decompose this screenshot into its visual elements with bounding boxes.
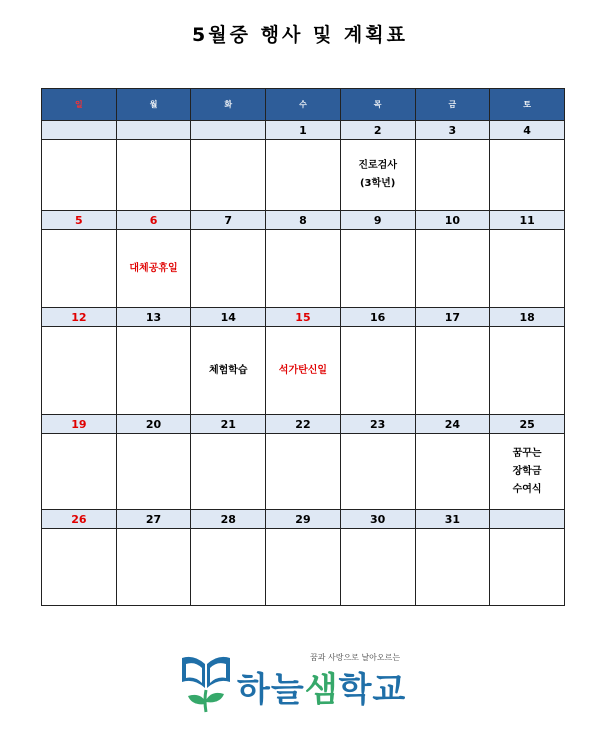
weekday-tue: 화: [191, 89, 266, 121]
day-event: [490, 327, 565, 415]
day-event-field-trip: 체험학습: [191, 327, 266, 415]
day-number: 24: [415, 415, 490, 434]
day-number: 25: [490, 415, 565, 434]
day-number: [116, 121, 191, 140]
day-number: 17: [415, 308, 490, 327]
day-event: [266, 434, 341, 510]
weekday-sat: 토: [490, 89, 565, 121]
week-3-number-row: [42, 308, 565, 327]
day-event: [191, 434, 266, 510]
day-event: [490, 529, 565, 606]
week-4-number-row: [42, 415, 565, 434]
day-number: 27: [116, 510, 191, 529]
weekday-mon: 월: [116, 89, 191, 121]
day-event: [116, 529, 191, 606]
weekday-sun: 일: [42, 89, 117, 121]
day-number: 5: [42, 211, 117, 230]
day-number: 3: [415, 121, 490, 140]
weekday-thu: 목: [340, 89, 415, 121]
weekday-fri: 금: [415, 89, 490, 121]
calendar-table: [41, 88, 565, 606]
week-4-event-row: [42, 434, 565, 510]
day-event-career-test: 진로검사 (3학년): [340, 140, 415, 211]
day-number: [191, 121, 266, 140]
day-event: [415, 230, 490, 308]
day-number: 29: [266, 510, 341, 529]
week-1-event-row: [42, 140, 565, 211]
day-event: [415, 140, 490, 211]
day-event-buddha-birthday: 석가탄신일: [266, 327, 341, 415]
day-event-scholarship-ceremony: 꿈꾸는 장학금 수여식: [490, 434, 565, 510]
weekday-wed: 수: [266, 89, 341, 121]
week-3-event-row: [42, 327, 565, 415]
logo-name-part1: 하늘: [237, 670, 305, 710]
logo-slogan: 꿈과 사랑으로 날아오르는: [310, 653, 401, 662]
logo-name-part3: 학교: [338, 670, 407, 710]
day-number: 11: [490, 211, 565, 230]
open-book-leaf-icon: [178, 652, 234, 714]
day-event: [42, 327, 117, 415]
day-number: 10: [415, 211, 490, 230]
week-5-event-row: [42, 529, 565, 606]
day-event: [116, 434, 191, 510]
day-number: 26: [42, 510, 117, 529]
day-number: 19: [42, 415, 117, 434]
day-number: 23: [340, 415, 415, 434]
week-1-number-row: [42, 121, 565, 140]
day-event: [42, 434, 117, 510]
day-number: 21: [191, 415, 266, 434]
day-event-substitute-holiday: 대체공휴일: [116, 230, 191, 308]
day-number: 20: [116, 415, 191, 434]
day-event: [415, 529, 490, 606]
day-event: [191, 529, 266, 606]
day-number: 6: [116, 211, 191, 230]
day-number: 1: [266, 121, 341, 140]
day-event: [116, 140, 191, 211]
day-event: [191, 230, 266, 308]
day-number: 7: [191, 211, 266, 230]
day-event: [340, 529, 415, 606]
day-number: 31: [415, 510, 490, 529]
day-event: [340, 327, 415, 415]
week-2-event-row: [42, 230, 565, 308]
day-event: [266, 140, 341, 211]
logo-name-part2: 샘: [304, 670, 339, 710]
page-title: 5월중 행사 및 계획표: [192, 24, 408, 46]
day-number: 4: [490, 121, 565, 140]
day-event: [42, 140, 117, 211]
day-number: 13: [116, 308, 191, 327]
day-number: 8: [266, 211, 341, 230]
logo-school-name: [237, 662, 406, 711]
day-number: 16: [340, 308, 415, 327]
day-event: [266, 230, 341, 308]
week-2-number-row: [42, 211, 565, 230]
day-event: [191, 140, 266, 211]
school-logo: [178, 652, 428, 714]
day-event: [415, 327, 490, 415]
weekday-header-row: [42, 89, 565, 121]
day-number: 28: [191, 510, 266, 529]
day-number: 9: [340, 211, 415, 230]
day-event: [266, 529, 341, 606]
day-number: 14: [191, 308, 266, 327]
day-number: 12: [42, 308, 117, 327]
day-number: 15: [266, 308, 341, 327]
day-event: [415, 434, 490, 510]
day-event: [42, 529, 117, 606]
day-number: 22: [266, 415, 341, 434]
day-event: [490, 230, 565, 308]
day-number: [42, 121, 117, 140]
day-number: [490, 510, 565, 529]
week-5-number-row: [42, 510, 565, 529]
day-number: 2: [340, 121, 415, 140]
day-event: [116, 327, 191, 415]
day-number: 18: [490, 308, 565, 327]
day-number: 30: [340, 510, 415, 529]
day-event: [490, 140, 565, 211]
day-event: [42, 230, 117, 308]
day-event: [340, 434, 415, 510]
day-event: [340, 230, 415, 308]
